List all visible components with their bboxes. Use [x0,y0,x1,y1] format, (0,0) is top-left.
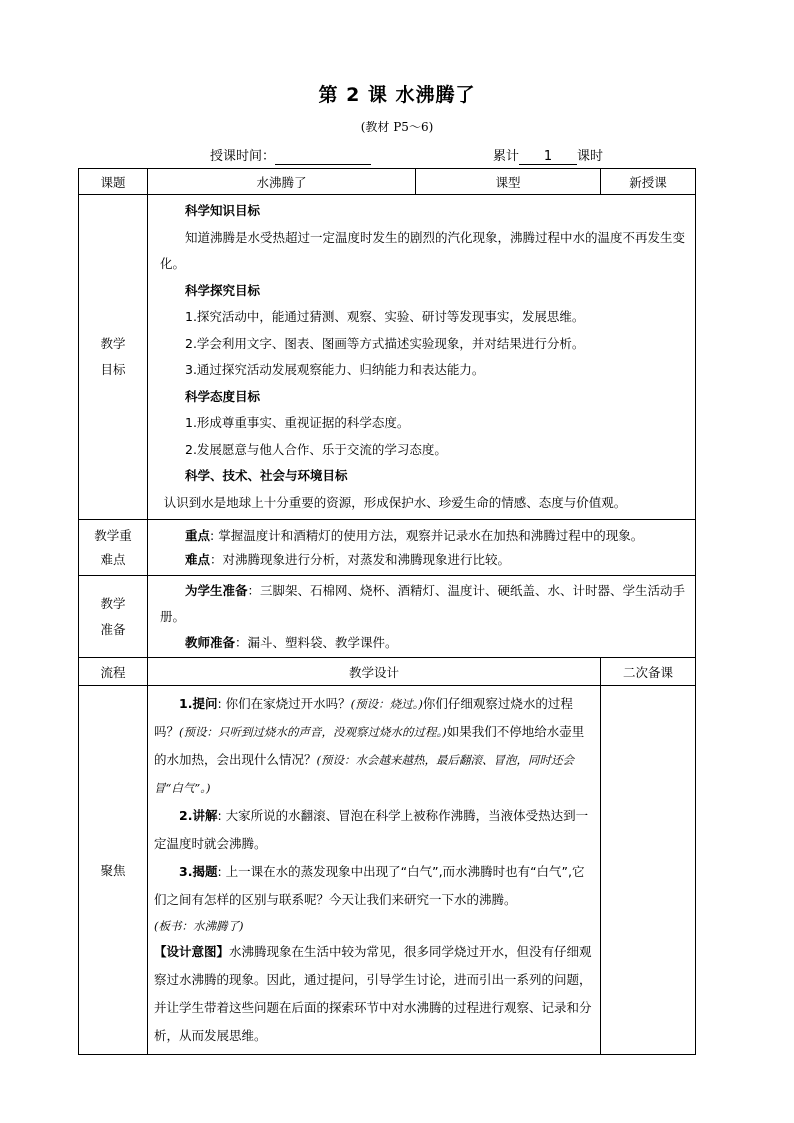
keypoints-label: 教学重难点 [79,520,148,576]
goals-row [79,195,696,520]
design-header-row [79,658,696,686]
prep-row [79,576,696,658]
total-prefix: 累计 [493,149,520,164]
difficult-point: 难点：对沸腾现象进行分析，对蒸发和沸腾现象进行比较。 [185,551,511,567]
focus-row [79,686,696,1055]
inquiry-goal-title: 科学探究目标 [185,282,261,298]
textbook-pages: (教材 P5～6) [360,120,434,134]
focus-content [148,686,601,1055]
blackboard-note: (板书：水沸腾了) [154,919,244,933]
teaching-time [210,145,371,165]
attitude-goal-2: 2.发展愿意与他人合作、乐于交流的学习态度。 [185,441,447,457]
lesson-title: 第 2 课 水沸腾了 [318,84,476,106]
goals-label: 教学目标 [79,195,148,520]
topic-row [79,169,696,195]
attitude-goal-1: 1.形成尊重事实、重视证据的科学态度。 [185,415,410,430]
attitude-goal-title: 科学态度目标 [185,388,261,404]
teaching-time-blank [275,150,371,165]
focus-question: 1.提问: 你们在家烧过开水吗？(预设：烧过。)你们仔细观察过烧水的过程吗？(预设：只听到过烧水的声音，没观察过烧水的过程。)如果我们不停地给水壶里的水加热，会出现什么情况？(预设：水会越来越热，最后翻滚、冒泡，同时还会冒“白气”。) [154,696,585,795]
keypoints-content [148,520,696,576]
inquiry-goal-2: 2.学会利用文字、图表、图画等方式描述实验现象，并对结果进行分析。 [185,335,585,351]
second-prep-cell [601,686,696,1055]
total-periods [493,145,603,165]
sts-goal-text: 认识到水是地球上十分重要的资源，形成保护水、珍爱生命的情感、态度与价值观。 [163,494,627,510]
teaching-time-label: 授课时间： [210,149,276,164]
focus-topic: 3.揭题: 上一课在水的蒸发现象中出现了“白气”,而水沸腾时也有“白气”,它们之间有怎样的区别与联系呢？今天让我们来研究一下水的沸腾。 [154,864,585,907]
teacher-prep: 教师准备：漏斗、塑料袋、教学课件。 [185,634,398,650]
sts-goal-title: 科学、技术、社会与环境目标 [185,468,348,483]
prep-content [148,576,696,658]
topic-value: 水沸腾了 [148,169,416,195]
lesson-plan-table [78,168,696,1055]
prep-label: 教学准备 [79,576,148,658]
key-point: 重点: 掌握温度计和酒精灯的使用方法，观察并记录水在加热和沸腾过程中的现象。 [185,527,644,543]
type-value: 新授课 [601,169,696,195]
design-intent: 【设计意图】水沸腾现象在生活中较为常见，很多同学烧过开水，但没有仔细观察过水沸腾的现象。因此，通过提问，引导学生讨论，进而引出一系列的问题，并让学生带着这些问题在后面的探索环节中对水沸腾的过程进行观察、记录和分析，从而发展思维。 [154,944,592,1043]
focus-explain: 2.讲解: 大家所说的水翻滚、冒泡在科学上被称作沸腾，当液体受热达到一定温度时就会沸腾。 [154,808,589,851]
flow-header: 流程 [79,658,148,686]
total-suffix: 课时 [577,149,604,164]
keypoints-row [79,520,696,576]
knowledge-goal-title: 科学知识目标 [185,203,261,218]
topic-label: 课题 [79,169,148,195]
inquiry-goal-1: 1.探究活动中，能通过猜测、观察、实验、研讨等发现事实，发展思维。 [185,309,585,324]
knowledge-goal-text: 知道沸腾是水受热超过一定温度时发生的剧烈的汽化现象，沸腾过程中水的温度不再发生变化。 [160,229,686,271]
total-value: 1 [519,150,577,165]
design-header: 教学设计 [148,658,601,686]
inquiry-goal-3: 3.通过探究活动发展观察能力、归纳能力和表达能力。 [185,362,485,377]
type-label: 课型 [416,169,601,195]
goals-content [148,195,696,520]
second-prep-header: 二次备课 [601,658,696,686]
student-prep: 为学生准备：三脚架、石棉网、烧杯、酒精灯、温度计、硬纸盖、水、计时器、学生活动手册。 [160,582,686,624]
focus-label: 聚焦 [79,686,148,1055]
